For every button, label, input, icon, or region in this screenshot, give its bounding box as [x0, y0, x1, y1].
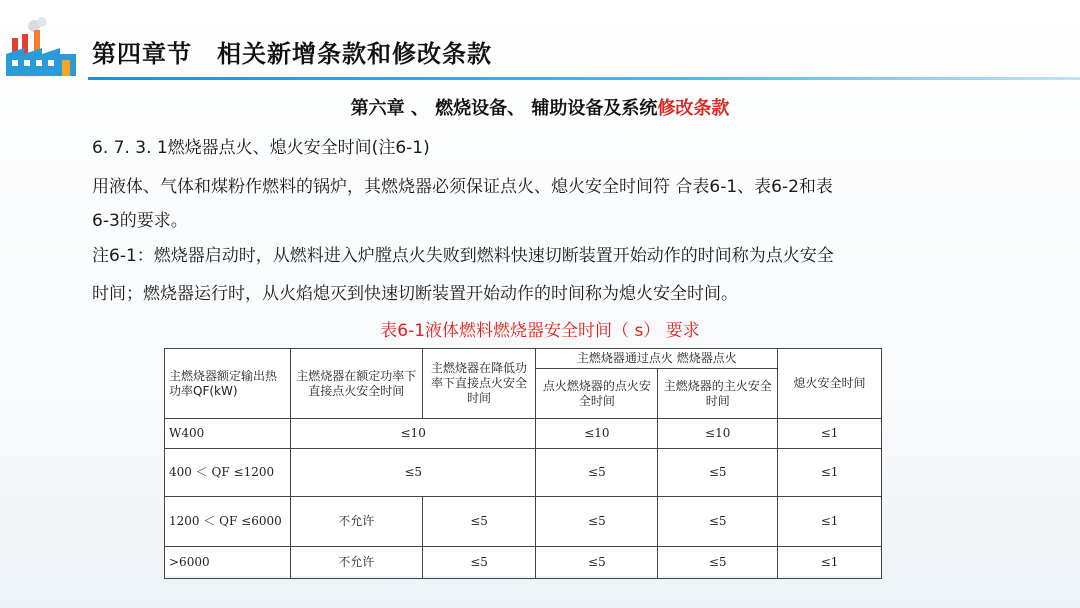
header-main-flame: 主燃烧器的主火安全时间: [658, 369, 778, 419]
header-pilot-ignition: 点火燃烧器的点火安全时间: [536, 369, 658, 419]
header-flameout: 熄火安全时间: [778, 349, 882, 419]
cell-power: >6000: [165, 547, 291, 579]
cell-flameout: ≤1: [778, 497, 882, 547]
cell-pilot: ≤10: [536, 419, 658, 449]
cell-direct-rated: 不允许: [290, 497, 422, 547]
header-power: 主燃烧器额定输出热功率QF(kW): [165, 349, 291, 419]
table-row: [165, 547, 882, 579]
cell-direct-merged: ≤10: [290, 419, 536, 449]
cell-flameout: ≤1: [778, 547, 882, 579]
cell-power: 400 ＜ QF ≤1200: [165, 449, 291, 497]
cell-pilot: ≤5: [536, 547, 658, 579]
clause-heading: 6. 7. 3. 1燃烧器点火、熄火安全时间(注6-1): [92, 138, 430, 158]
cell-direct-merged: ≤5: [290, 449, 536, 497]
cell-main: ≤5: [658, 547, 778, 579]
cell-power: W400: [165, 419, 291, 449]
cell-pilot: ≤5: [536, 497, 658, 547]
cell-direct-rated: 不允许: [290, 547, 422, 579]
header-divider: [88, 77, 1080, 80]
cell-main: ≤5: [658, 497, 778, 547]
cell-direct-reduced: ≤5: [422, 547, 536, 579]
factory-logo-icon: [4, 14, 78, 78]
subtitle-highlight: 修改条款: [657, 98, 730, 119]
page-title: 第四章节 相关新增条款和修改条款: [92, 40, 492, 68]
safety-time-table: [164, 348, 882, 576]
cell-power: 1200 ＜ QF ≤6000: [165, 497, 291, 547]
clause-body-line-1: 用液体、气体和煤粉作燃料的锅炉，其燃烧器必须保证点火、熄火安全时间符 合表6-1、表6-2和表: [92, 177, 833, 197]
subtitle-main: 第六章 、 燃烧设备、 辅助设备及系统: [350, 98, 658, 119]
cell-direct-reduced: ≤5: [422, 497, 536, 547]
header: [0, 0, 1080, 80]
cell-main: ≤5: [658, 449, 778, 497]
header-direct-reduced: 主燃烧器在降低功率下直接点火安全时间: [422, 349, 536, 419]
table-row: [165, 419, 882, 449]
clause-body-line-2: 6-3的要求。: [92, 211, 188, 231]
table-row: [165, 497, 882, 547]
cell-main: ≤10: [658, 419, 778, 449]
note-line-2: 时间；燃烧器运行时，从火焰熄灭到快速切断装置开始动作的时间称为熄火安全时间。: [92, 284, 738, 304]
table-title: 表6-1液体燃料燃烧器安全时间（ s） 要求: [380, 321, 700, 341]
note-line-1: 注6-1：燃烧器启动时，从燃料进入炉膛点火失败到燃料快速切断装置开始动作的时间称为点火安全: [92, 246, 834, 266]
cell-pilot: ≤5: [536, 449, 658, 497]
header-direct-rated: 主燃烧器在额定功率下直接点火安全时间: [290, 349, 422, 419]
cell-flameout: ≤1: [778, 449, 882, 497]
header-group-pilot: 主燃烧器通过点火 燃烧器点火: [536, 349, 778, 369]
cell-flameout: ≤1: [778, 419, 882, 449]
section-subtitle: [0, 94, 1080, 120]
table-row: [165, 449, 882, 497]
